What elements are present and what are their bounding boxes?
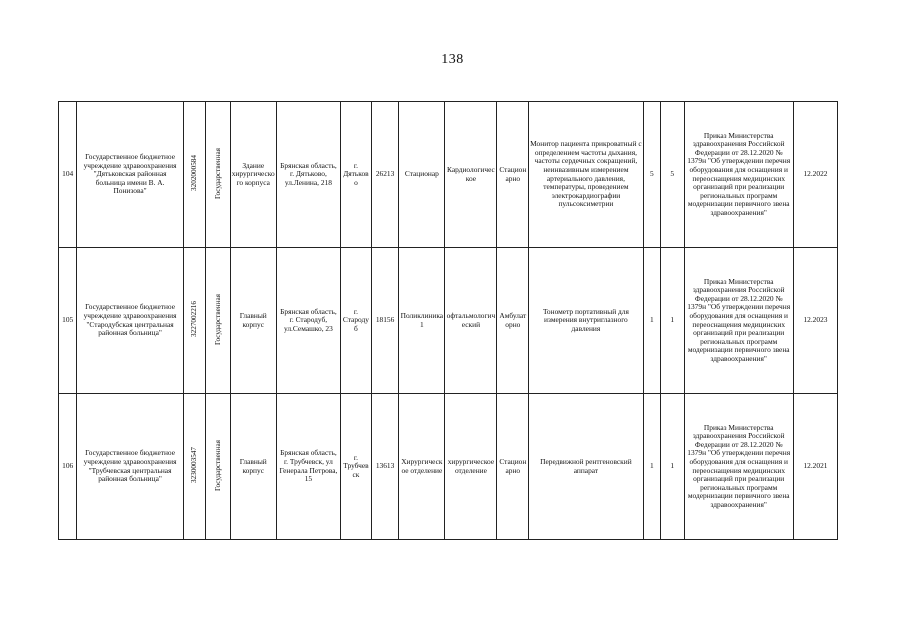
city: г. Трубчевск bbox=[341, 394, 372, 540]
address: Брянская область, г. Дятьково, ул.Ленина, 218 bbox=[276, 102, 340, 248]
legal-basis: Приказ Министерства здравоохранения Российской Федерации от 28.12.2020 № 1379н "Об утверждении перечня оборудования для оснащения и переоснащения медицинских организаций при реализации региональных программ модернизации первичного звена здравоохранения" bbox=[684, 102, 793, 248]
table-row bbox=[59, 248, 838, 394]
legal-basis: Приказ Министерства здравоохранения Российской Федерации от 28.12.2020 № 1379н "Об утверждении перечня оборудования для оснащения и переоснащения медицинских организаций при реализации региональных программ модернизации первичного звена здравоохранения" bbox=[684, 394, 793, 540]
unit: Поликлиника 1 bbox=[399, 248, 445, 394]
organization-name: Государственное бюджетное учреждение здравоохранения "Трубчевская центральная районная больница" bbox=[77, 394, 183, 540]
code: 26213 bbox=[371, 102, 399, 248]
unit: Хирургическое отделение bbox=[399, 394, 445, 540]
quantity-2: 1 bbox=[661, 394, 685, 540]
organization-name: Государственное бюджетное учреждение здравоохранения "Дятьковская районная больница имени В. А. Понизова" bbox=[77, 102, 183, 248]
unit: Стационар bbox=[399, 102, 445, 248]
equipment-table bbox=[58, 101, 838, 540]
city: г. Дятьково bbox=[341, 102, 372, 248]
care-type: Стационарно bbox=[497, 394, 529, 540]
equipment: Монитор пациента прикроватный с определением частоты дыхания, частоты сердечных сокращений, неинвазивным измерением артериального давления, температуры, проведением электрокардиографии пульсоксиметрии bbox=[529, 102, 643, 248]
care-type: Стационарно bbox=[497, 102, 529, 248]
inn: 3230003547 bbox=[190, 447, 199, 484]
table-row bbox=[59, 102, 838, 248]
building: Здание хирургического корпуса bbox=[230, 102, 276, 248]
department: офтальмологический bbox=[445, 248, 497, 394]
quantity-2: 1 bbox=[661, 248, 685, 394]
date: 12.2023 bbox=[793, 248, 837, 394]
row-number: 104 bbox=[59, 102, 77, 248]
department: Кардиологическое bbox=[445, 102, 497, 248]
equipment: Тонометр портативный для измерения внутриглазного давления bbox=[529, 248, 643, 394]
row-number: 106 bbox=[59, 394, 77, 540]
quantity-1: 1 bbox=[643, 248, 660, 394]
quantity-1: 5 bbox=[643, 102, 660, 248]
legal-basis: Приказ Министерства здравоохранения Российской Федерации от 28.12.2020 № 1379н "Об утверждении перечня оборудования для оснащения и переоснащения медицинских организаций при реализации региональных программ модернизации первичного звена здравоохранения" bbox=[684, 248, 793, 394]
page-number: 138 bbox=[441, 52, 464, 67]
department: хирургическое отделение bbox=[445, 394, 497, 540]
address: Брянская область, г. Трубчевск, ул Генерала Петрова, 15 bbox=[276, 394, 340, 540]
date: 12.2021 bbox=[793, 394, 837, 540]
table-row bbox=[59, 394, 838, 540]
code: 13613 bbox=[371, 394, 399, 540]
building: Главный корпус bbox=[230, 248, 276, 394]
address: Брянская область, г. Стародуб, ул.Семашко, 23 bbox=[276, 248, 340, 394]
equipment: Передвижной рентгеновский аппарат bbox=[529, 394, 643, 540]
ownership-form: Государственная bbox=[213, 439, 222, 491]
care-type: Амбулаторно bbox=[497, 248, 529, 394]
organization-name: Государственное бюджетное учреждение здравоохранения "Стародубская центральная районная больница" bbox=[77, 248, 183, 394]
ownership-form: Государственная bbox=[213, 293, 222, 345]
quantity-1: 1 bbox=[643, 394, 660, 540]
building: Главный корпус bbox=[230, 394, 276, 540]
inn: 3202000584 bbox=[190, 155, 199, 192]
quantity-2: 5 bbox=[661, 102, 685, 248]
code: 18156 bbox=[371, 248, 399, 394]
inn: 3227002216 bbox=[190, 301, 199, 338]
row-number: 105 bbox=[59, 248, 77, 394]
date: 12.2022 bbox=[793, 102, 837, 248]
city: г. Стародуб bbox=[341, 248, 372, 394]
ownership-form: Государственная bbox=[213, 147, 222, 199]
